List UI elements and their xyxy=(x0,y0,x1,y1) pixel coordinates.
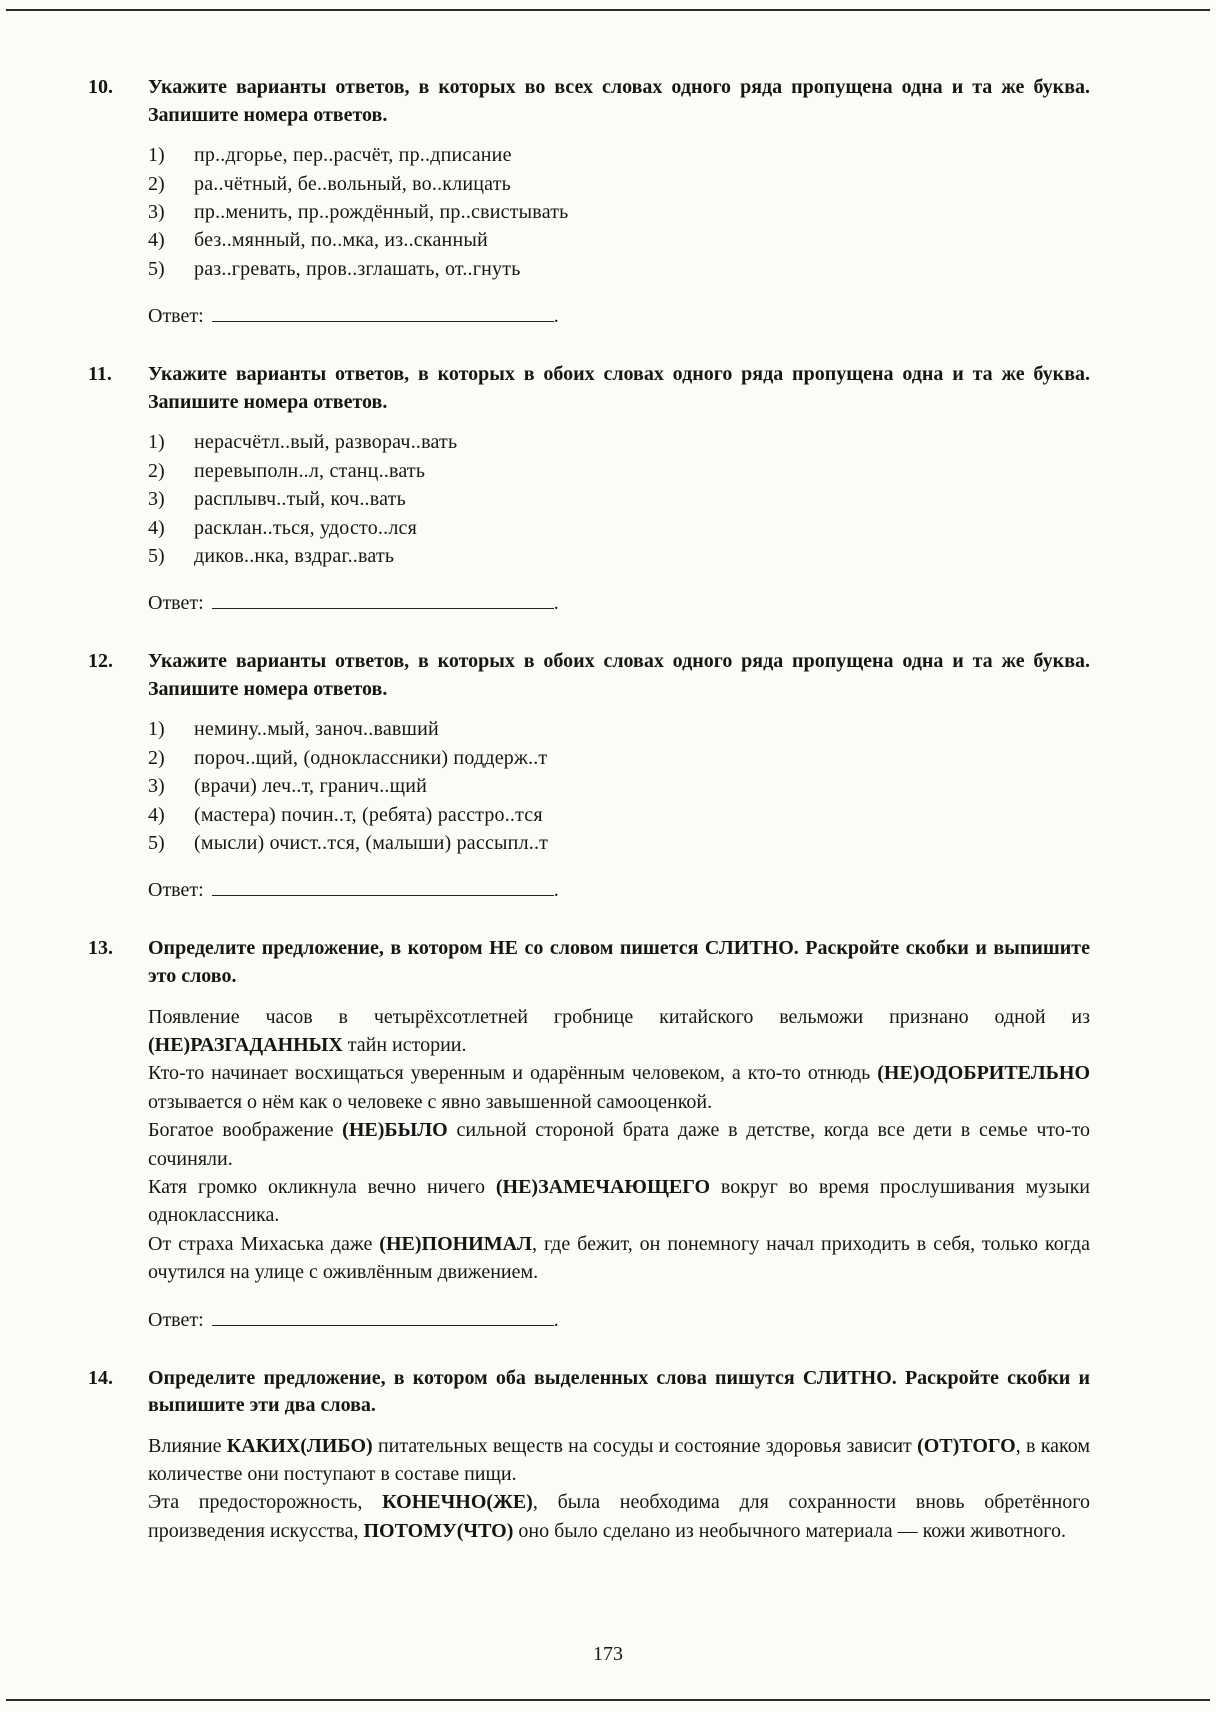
option-number: 1) xyxy=(148,144,165,167)
text-segment: сильной стороной брата даже в детстве, когда все дети в семье что-то сочиняли. xyxy=(148,1119,1091,1170)
option-number: 3) xyxy=(148,488,165,511)
question xyxy=(88,648,1090,903)
emphasized-word: (ОТ)ТОГО xyxy=(917,1434,1016,1457)
option-text: расплывч..тый, коч..вать xyxy=(194,488,406,511)
answer-option xyxy=(148,170,1090,198)
text-segment: От страха Михаська даже xyxy=(148,1232,380,1255)
option-number: 5) xyxy=(148,257,165,280)
answer-row xyxy=(148,588,1090,616)
sentence-paragraph xyxy=(148,1488,1090,1545)
answer-option xyxy=(148,772,1090,800)
answer-option xyxy=(148,226,1090,254)
question-prompt: Определите предложение, в котором НЕ со словом пишется СЛИТНО. Раскройте скобки и выпишите это слово. xyxy=(148,937,1090,988)
option-number: 3) xyxy=(148,200,165,223)
answer-row xyxy=(148,875,1090,903)
question-number: 10. xyxy=(88,76,113,98)
question-prompt: Определите предложение, в котором оба выделенных слова пишутся СЛИТНО. Раскройте скобки и выпишите эти два слова. xyxy=(148,1366,1090,1417)
answer-label: Ответ: xyxy=(148,1308,204,1331)
option-number: 2) xyxy=(148,746,165,769)
text-segment: Появление часов в четырёхсотлетней гробнице китайского вельможи признано одной из xyxy=(148,1005,1090,1028)
option-text: диков..нка, вздраг..вать xyxy=(194,544,395,567)
answer-blank-line xyxy=(212,875,554,896)
question-body xyxy=(148,1365,1090,1546)
text-segment: Катя громко окликнула вечно ничего xyxy=(148,1175,496,1198)
answer-blank-line xyxy=(212,588,554,609)
answer-line-period: . xyxy=(553,592,559,615)
option-text: (врачи) леч..т, гранич..щий xyxy=(194,775,428,798)
sentence-paragraph xyxy=(148,1003,1090,1060)
text-segment: питательных веществ на сосуды и состояние здоровья зависит xyxy=(372,1434,918,1457)
answer-label: Ответ: xyxy=(148,592,204,615)
question-body xyxy=(148,361,1090,616)
option-number: 4) xyxy=(148,516,165,539)
option-text: без..мянный, по..мка, из..сканный xyxy=(194,229,488,252)
answer-blank-line xyxy=(212,1305,554,1326)
sentence-paragraph xyxy=(148,1116,1090,1173)
emphasized-word: (НЕ)ОДОБРИТЕЛЬНО xyxy=(877,1062,1090,1085)
option-text: ра..чётный, бе..вольный, во..клицать xyxy=(194,172,512,195)
option-text: раз..гревать, пров..зглашать, от..гнуть xyxy=(194,257,521,280)
option-number: 1) xyxy=(148,718,165,741)
answer-option xyxy=(148,514,1090,542)
question-number: 13. xyxy=(88,937,113,960)
answer-option xyxy=(148,255,1090,283)
emphasized-word: (НЕ)РАЗГАДАННЫХ xyxy=(148,1034,343,1056)
option-text: нерасчётл..вый, разворач..вать xyxy=(194,431,458,454)
question xyxy=(88,74,1090,329)
answer-row xyxy=(148,301,1090,329)
text-segment: , была необходима для сохранности вновь обретённого произведения искусства, xyxy=(148,1491,1091,1542)
answer-line-period: . xyxy=(553,1308,559,1331)
text-segment: оно было сделано из необычного материала — кожи животного. xyxy=(513,1519,1067,1542)
question xyxy=(88,361,1090,616)
option-number: 1) xyxy=(148,431,165,454)
page-number: 173 xyxy=(593,1643,623,1665)
option-number: 5) xyxy=(148,832,165,855)
sentence-paragraph xyxy=(148,1173,1090,1230)
answer-option xyxy=(148,829,1090,857)
text-segment: Влияние xyxy=(148,1434,227,1457)
answer-option xyxy=(148,141,1090,169)
answer-option xyxy=(148,428,1090,456)
option-number: 5) xyxy=(148,544,165,567)
option-number: 2) xyxy=(148,459,165,482)
answer-blank-line xyxy=(212,301,554,322)
question-number: 14. xyxy=(88,1366,113,1389)
option-text: немину..мый, заноч..вавший xyxy=(194,718,439,741)
emphasized-word: ПОТОМУ(ЧТО) xyxy=(363,1519,514,1542)
emphasized-word: КАКИХ(ЛИБО) xyxy=(226,1434,373,1457)
emphasized-word: (НЕ)ПОНИМАЛ xyxy=(379,1232,532,1255)
text-segment: , где бежит, он понемногу начал приходить в себя, только когда очутился на улице с оживлённым движением. xyxy=(148,1232,1090,1284)
sentence-paragraph xyxy=(148,1230,1090,1287)
question-number: 11. xyxy=(88,363,112,386)
answer-option xyxy=(148,542,1090,570)
question-prompt: Укажите варианты ответов, в которых в обоих словах одного ряда пропущена одна и та же буква. Запишите номера ответов. xyxy=(148,650,1090,700)
text-segment: отзывается о нём как о человеке с явно завышенной самооценкой. xyxy=(148,1090,713,1113)
scan-border-top xyxy=(6,9,1210,11)
option-number: 2) xyxy=(148,172,165,195)
answer-line-period: . xyxy=(553,879,559,902)
emphasized-word: (НЕ)БЫЛО xyxy=(342,1119,448,1142)
emphasized-word: (НЕ)ЗАМЕЧАЮЩЕГО xyxy=(495,1175,711,1198)
option-text: (мысли) очист..тся, (малыши) рассыпл..т xyxy=(194,832,549,855)
answer-line-period: . xyxy=(553,305,559,328)
questions xyxy=(88,74,1090,1577)
sentence-paragraph xyxy=(148,1432,1090,1489)
question xyxy=(88,935,1090,1332)
option-text: расклан..ться, удосто..лся xyxy=(194,516,417,539)
text-segment: Богатое воображение xyxy=(148,1119,343,1142)
question-body xyxy=(148,74,1090,329)
question-number: 12. xyxy=(88,650,113,673)
text-segment: Кто-то начинает восхищаться уверенным и одарённым человеком, а кто-то отнюдь xyxy=(148,1062,878,1085)
answer-option xyxy=(148,485,1090,513)
option-text: пр..дгорье, пер..расчёт, пр..дписание xyxy=(194,144,512,167)
text-segment: Эта предосторожность, xyxy=(148,1491,383,1514)
emphasized-word: КОНЕЧНО(ЖЕ) xyxy=(382,1491,533,1514)
text-segment: , в каком количестве они поступают в составе пищи. xyxy=(148,1434,1090,1486)
answer-option xyxy=(148,457,1090,485)
option-number: 4) xyxy=(148,229,165,252)
question-body xyxy=(148,935,1090,1332)
answer-row xyxy=(148,1305,1090,1333)
answer-option xyxy=(148,801,1090,829)
option-text: (мастера) почин..т, (ребята) расстро..тся xyxy=(194,803,543,826)
text-segment: тайн истории. xyxy=(342,1034,467,1056)
option-number: 4) xyxy=(148,803,165,826)
text-segment: вокруг во время прослушивания музыки одноклассника. xyxy=(148,1175,1090,1227)
answer-option xyxy=(148,715,1090,743)
question-prompt: Укажите варианты ответов, в которых в обоих словах одного ряда пропущена одна и та же буква. Запишите номера ответов. xyxy=(148,363,1090,413)
answer-label: Ответ: xyxy=(148,305,204,328)
option-number: 3) xyxy=(148,775,165,798)
answer-option xyxy=(148,198,1090,226)
question-prompt: Укажите варианты ответов, в которых во всех словах одного ряда пропущена одна и та же буква. Запишите номера ответов. xyxy=(148,76,1090,126)
scan-border-bottom xyxy=(6,1699,1210,1701)
option-text: пороч..щий, (одноклассники) поддерж..т xyxy=(194,746,548,769)
option-text: перевыполн..л, станц..вать xyxy=(194,459,426,482)
question-body xyxy=(148,648,1090,903)
sentence-paragraph xyxy=(148,1059,1090,1116)
answer-label: Ответ: xyxy=(148,879,204,902)
option-text: пр..менить, пр..рождённый, пр..свистывать xyxy=(194,200,569,223)
answer-option xyxy=(148,744,1090,772)
question xyxy=(88,1365,1090,1546)
